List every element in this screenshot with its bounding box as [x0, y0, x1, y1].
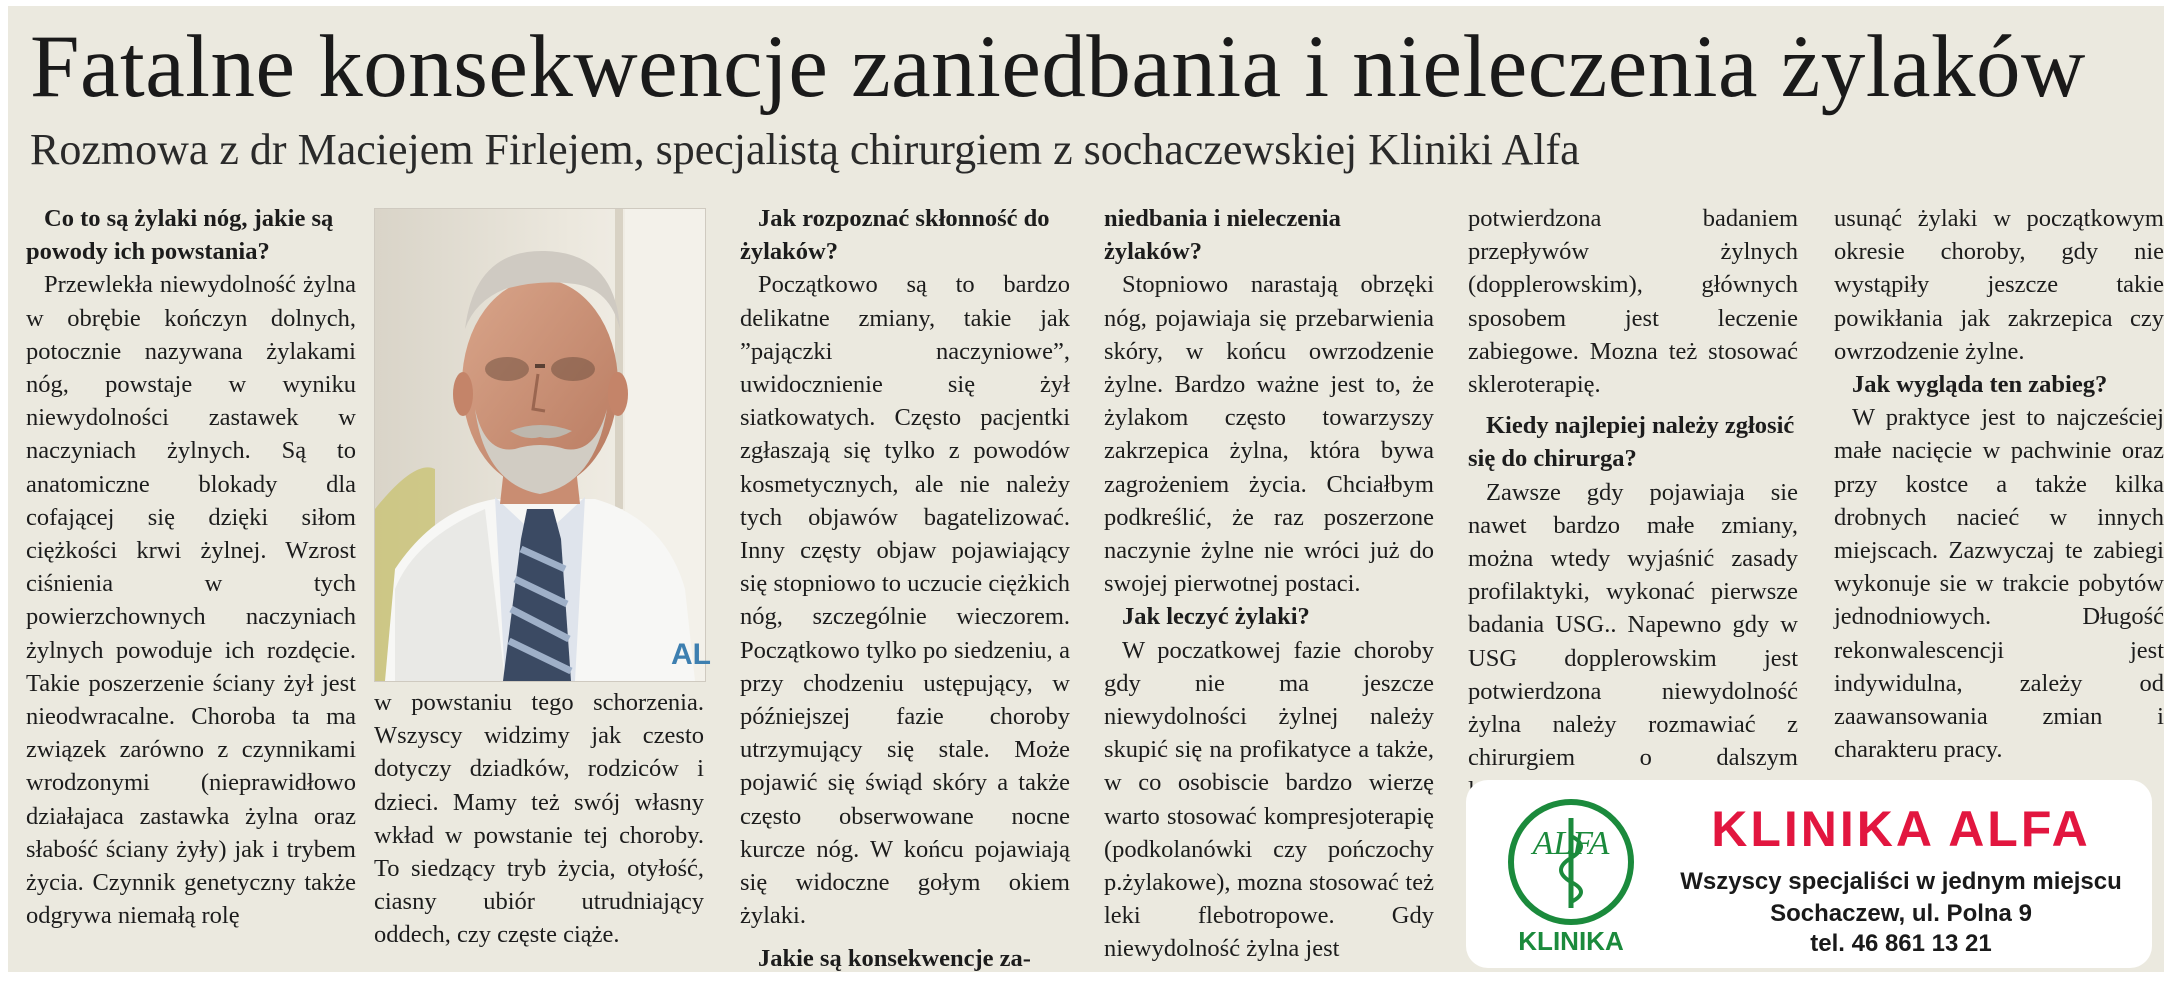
question-heading: Kiedy najlepiej należy zgłosić się do chirurga? [1468, 412, 1795, 473]
ad-address: Sochaczew, ul. Polna 9 [1770, 900, 2032, 927]
article-title: Fatalne konsekwencje zaniedbania i nieleczenia żylaków [30, 18, 2086, 116]
ad-slogan: Wszyscy specjaliści w jednym miejscu [1680, 868, 2122, 895]
answer-paragraph: W praktyce jest to najcześciej małe nacięcie w pachwinie oraz przy kostce a także kilka drobnych nacieć w innych miejscach. Zazwyczaj te zabiegi wykonuje sie w trakcie pobytów jednodniowych. Długość rekonwalescencji jest indywidulna, zależy od zaawansowania zmian i charakteru pracy. [1834, 404, 2164, 764]
answer-paragraph: potwierdzona badaniem przepływów żylnych (dopplerowskim), głównych sposobem jest leczenie zabiegowe. Mozna też stosować skleroterapię. [1468, 205, 1798, 399]
question-heading: Jak leczyć żylaki? [1122, 603, 1310, 631]
klinika-alfa-logo [1496, 796, 1646, 956]
article-column-3 [740, 202, 1070, 976]
portrait-illustration [375, 209, 711, 681]
ad-phone: tel. 46 861 13 21 [1810, 930, 1992, 957]
photo-corner-mark: AL [671, 638, 711, 671]
answer-paragraph: Początkowo są to bardzo delikatne zmiany, takie jak ”pajączki naczyniowe”, uwidocznienie się żył siatkowatych. Często pacjentki zgłaszają się tylko z powodów kosmetycznych, ale nie należy tych objawów bagatelizować. Inny częsty objaw pojawiający się stopniowo to uczucie ciężkich nóg, szczególnie wieczorem. Początkowo tylko po siedzeniu, a przy chodzeniu ustępujący, w późniejszej fazie choroby utrzymujący się stale. Może pojawić się świąd skóry a także często obserwowane nocne kurcze nóg. W końcu pojawiają się widoczne gołym okiem żylaki. [740, 271, 1070, 930]
answer-paragraph: Zawsze gdy pojawiaja sie nawet bardzo małe zmiany, można wtedy wyjaśnić zasady profilaktyki, wykonać pierwsze badania USG.. Napewno gdy w USG dopplerowskim jest potwierdzona niewydolność żylna należy rozmawiać z chirurgiem o dalszym [1468, 478, 1798, 772]
article-column-2 [374, 686, 704, 952]
question-heading: Jak rozpoznać skłonność do żylaków? [740, 205, 1050, 266]
question-heading: Jak wygląda ten zabieg? [1852, 371, 2108, 399]
answer-paragraph: W poczatkowej fazie choroby gdy nie ma jeszcze niewydolności żylnej należy skupić się na profikatyce a także, w co osobiscie bardzo wierzę warto stosować kompresjoterapię (podkolanówki czy pończochy p.żylakowe), mozna stosować też leki flebotropowe. Gdy niewydolność żylna jest [1104, 636, 1434, 963]
question-heading: Jakie są konsekwencje za- [758, 945, 1031, 973]
article-column-6 [1834, 202, 2164, 766]
article-column-1 [26, 202, 356, 932]
question-heading: Co to są żylaki nóg, jakie są powody ich powstania? [26, 205, 334, 266]
doctor-portrait-photo [374, 208, 711, 682]
article-column-5 [1468, 202, 1798, 808]
newspaper-page [8, 6, 2164, 972]
article-subtitle: Rozmowa z dr Maciejem Firlejem, specjalistą chirurgiem z sochaczewskiej Kliniki Alfa [30, 125, 1580, 174]
ad-clinic-name: KLINIKA ALFA [1711, 801, 2091, 857]
clinic-advertisement [1466, 780, 2152, 968]
answer-paragraph: Przewlekła niewydolność żylna w obrębie kończyn dolnych, potocznie nazywana żylakami nóg, powstaje w wyniku niewydolności zastawek w naczyniach żylnych. Są to anatomiczne blokady dla cofającej się dzięki siłom ciężkości krwi żylnej. Wzrost ciśnienia w tych powierzchownych naczyniach żylnych powoduje ich rozdęcie. Takie poszerzenie ściany żył jest nieodwracalne. Choroba ta ma związek zarówno z czynnikami wrodzonymi (nieprawidłowo działajaca zastawka żylna oraz słabość ściany żyły) jak i trybem życia. Czynnik genetyczny także odgrywa niemałą rolę [26, 271, 356, 930]
question-heading: niedbania i nieleczenia żylaków? [1104, 205, 1341, 266]
logo-bottom-text: KLINIKA [1518, 926, 1624, 956]
answer-paragraph: w powstaniu tego schorzenia. Wszyscy widzimy jak czesto dotyczy dziadków, rodziców i dzieci. Mamy też swój własny wkład w powstanie tej choroby. To siedzący tryb życia, otyłość, ciasny ubiór utrudniający oddech, czy częste ciąże. [374, 689, 704, 949]
answer-paragraph: Stopniowo narastają obrzęki nóg, pojawiaja się przebarwienia skóry, w końcu owrzodzenie żylne. Bardzo ważne jest to, że żylakom często towarzyszy zakrzepica żylna, która bywa zagrożeniem życia. Chciałbym podkreślić, że raz poszerzone naczynie żylne nie wróci już do swojej pierwotnej postaci. [1104, 271, 1434, 598]
article-column-4 [1104, 202, 1434, 966]
logo-top-text: ALFA [1532, 825, 1610, 862]
answer-paragraph: usunąć żylaki w początkowym okresie choroby, gdy nie wystąpiły jeszcze takie powikłania jak zakrzepica czy owrzodzenie żylne. [1834, 205, 2164, 365]
